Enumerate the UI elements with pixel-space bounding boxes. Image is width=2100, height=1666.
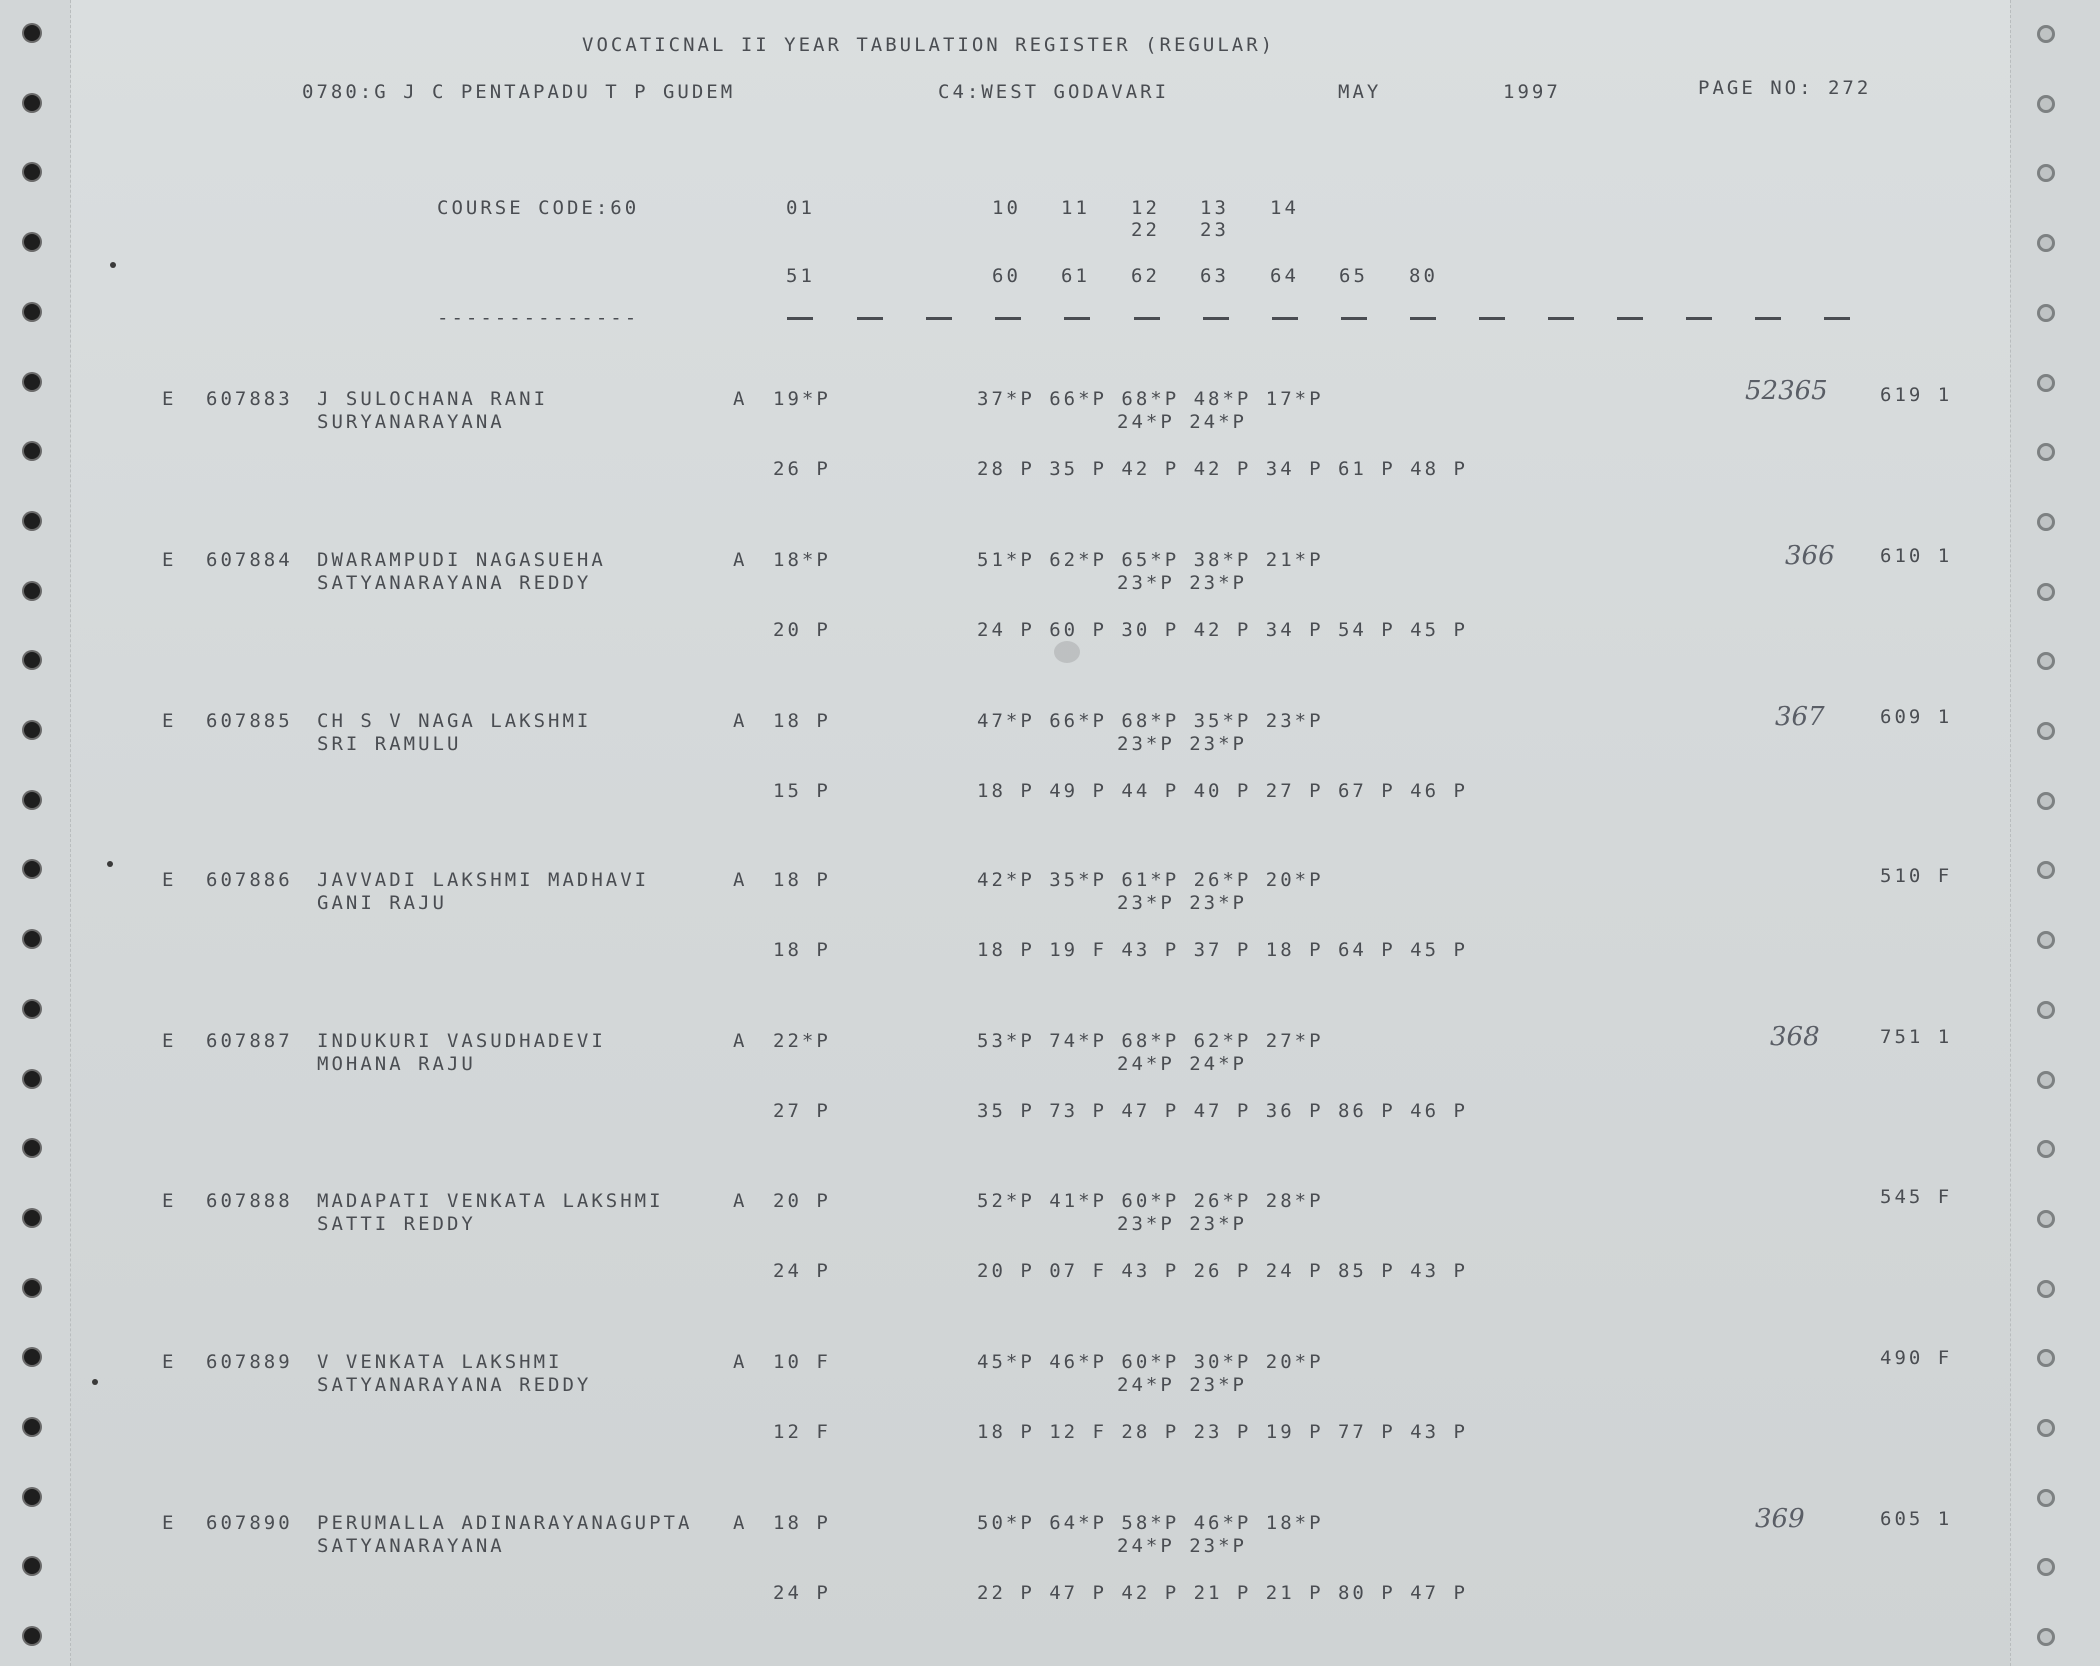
subject-code-14: 14 bbox=[1270, 197, 1299, 219]
course-code: COURSE CODE:60 bbox=[437, 197, 640, 219]
sprocket-hole bbox=[24, 25, 40, 41]
college-code: 0780:G J C PENTAPADU T P GUDEM bbox=[302, 81, 736, 103]
record-flag: A bbox=[733, 1351, 748, 1373]
separator-dash bbox=[1064, 317, 1090, 320]
subject-code-62: 62 bbox=[1131, 265, 1160, 287]
separator-dash bbox=[1824, 317, 1850, 320]
marks-row-3: 24 P 60 P 30 P 42 P 34 P 54 P 45 P bbox=[977, 619, 1468, 641]
registration-number: 607883 bbox=[206, 388, 293, 410]
registration-number: 607887 bbox=[206, 1030, 293, 1052]
mark-01: 10 F bbox=[773, 1351, 831, 1373]
handwritten-serial: 52365 bbox=[1745, 376, 1828, 406]
separator-dash bbox=[1134, 317, 1160, 320]
sprocket-hole bbox=[2037, 931, 2055, 949]
registration-number: 607889 bbox=[206, 1351, 293, 1373]
right-tractor-strip bbox=[2010, 0, 2100, 1666]
record-flag: A bbox=[733, 549, 748, 571]
record-type: E bbox=[162, 549, 177, 571]
sprocket-hole bbox=[2037, 792, 2055, 810]
paper-smudge bbox=[1054, 641, 1080, 663]
mark-01: 22*P bbox=[773, 1030, 831, 1052]
subject-code-60: 60 bbox=[992, 265, 1021, 287]
separator-dash bbox=[1755, 317, 1781, 320]
sprocket-hole bbox=[2037, 1489, 2055, 1507]
handwritten-serial: 366 bbox=[1785, 541, 1835, 571]
marks-row-2: 24*P 24*P bbox=[1117, 411, 1247, 433]
father-name: SATYANARAYANA REDDY bbox=[317, 572, 592, 594]
subject-code-61: 61 bbox=[1061, 265, 1090, 287]
sprocket-hole bbox=[2037, 513, 2055, 531]
total-and-result: 619 1 bbox=[1880, 384, 1953, 406]
mark-01: 18 P bbox=[773, 710, 831, 732]
student-name: PERUMALLA ADINARAYANAGUPTA bbox=[317, 1512, 693, 1534]
registration-number: 607890 bbox=[206, 1512, 293, 1534]
separator-dash bbox=[1548, 317, 1574, 320]
separator-dash bbox=[1203, 317, 1229, 320]
page-title: VOCATICNAL II YEAR TABULATION REGISTER (REGULAR) bbox=[582, 34, 1276, 56]
student-name: MADAPATI VENKATA LAKSHMI bbox=[317, 1190, 664, 1212]
sprocket-hole bbox=[2037, 722, 2055, 740]
mark-51: 27 P bbox=[773, 1100, 831, 1122]
marks-row-1: 53*P 74*P 68*P 62*P 27*P bbox=[977, 1030, 1324, 1052]
marks-row-2: 24*P 23*P bbox=[1117, 1374, 1247, 1396]
page-number: PAGE NO: 272 bbox=[1698, 77, 1872, 99]
mark-01: 18 P bbox=[773, 1512, 831, 1534]
marks-row-2: 24*P 23*P bbox=[1117, 1535, 1247, 1557]
sprocket-hole bbox=[2037, 234, 2055, 252]
sprocket-hole bbox=[24, 1280, 40, 1296]
marks-row-1: 47*P 66*P 68*P 35*P 23*P bbox=[977, 710, 1324, 732]
father-name: MOHANA RAJU bbox=[317, 1053, 476, 1075]
mark-51: 15 P bbox=[773, 780, 831, 802]
sprocket-hole bbox=[2037, 583, 2055, 601]
total-and-result: 545 F bbox=[1880, 1186, 1953, 1208]
marks-row-1: 42*P 35*P 61*P 26*P 20*P bbox=[977, 869, 1324, 891]
subject-code-01: 01 bbox=[786, 197, 815, 219]
registration-number: 607886 bbox=[206, 869, 293, 891]
sprocket-hole bbox=[24, 304, 40, 320]
separator-dash bbox=[787, 317, 813, 320]
father-name: SATYANARAYANA bbox=[317, 1535, 505, 1557]
father-name: SATYANARAYANA REDDY bbox=[317, 1374, 592, 1396]
marks-row-3: 18 P 19 F 43 P 37 P 18 P 64 P 45 P bbox=[977, 939, 1468, 961]
subject-code-11: 11 bbox=[1061, 197, 1090, 219]
handwritten-serial: 367 bbox=[1775, 702, 1825, 732]
total-and-result: 610 1 bbox=[1880, 545, 1953, 567]
marks-row-2: 23*P 23*P bbox=[1117, 1213, 1247, 1235]
sprocket-hole bbox=[24, 1489, 40, 1505]
sprocket-hole bbox=[2037, 374, 2055, 392]
marks-row-3: 18 P 12 F 28 P 23 P 19 P 77 P 43 P bbox=[977, 1421, 1468, 1443]
sprocket-hole bbox=[24, 234, 40, 250]
sprocket-hole bbox=[2037, 1210, 2055, 1228]
student-name: JAVVADI LAKSHMI MADHAVI bbox=[317, 869, 650, 891]
separator-dash bbox=[1410, 317, 1436, 320]
student-name: J SULOCHANA RANI bbox=[317, 388, 549, 410]
exam-year: 1997 bbox=[1503, 81, 1561, 103]
marks-row-3: 35 P 73 P 47 P 47 P 36 P 86 P 46 P bbox=[977, 1100, 1468, 1122]
registration-number: 607885 bbox=[206, 710, 293, 732]
marks-row-1: 52*P 41*P 60*P 26*P 28*P bbox=[977, 1190, 1324, 1212]
district-code: C4:WEST GODAVARI bbox=[938, 81, 1170, 103]
sprocket-hole bbox=[24, 583, 40, 599]
marks-row-1: 45*P 46*P 60*P 30*P 20*P bbox=[977, 1351, 1324, 1373]
record-flag: A bbox=[733, 1512, 748, 1534]
record-type: E bbox=[162, 1030, 177, 1052]
subject-code-51: 51 bbox=[786, 265, 815, 287]
father-name: SRI RAMULU bbox=[317, 733, 462, 755]
paper-speck bbox=[110, 262, 116, 268]
father-name: GANI RAJU bbox=[317, 892, 447, 914]
paper-speck bbox=[92, 1379, 98, 1385]
separator-dash bbox=[1686, 317, 1712, 320]
total-and-result: 490 F bbox=[1880, 1347, 1953, 1369]
sprocket-hole bbox=[2037, 304, 2055, 322]
paper-speck bbox=[107, 861, 113, 867]
sprocket-hole bbox=[2037, 1280, 2055, 1298]
separator-dash bbox=[857, 317, 883, 320]
total-and-result: 510 F bbox=[1880, 865, 1953, 887]
father-name: SATTI REDDY bbox=[317, 1213, 476, 1235]
record-flag: A bbox=[733, 388, 748, 410]
sprocket-hole bbox=[2037, 1419, 2055, 1437]
record-type: E bbox=[162, 1190, 177, 1212]
record-type: E bbox=[162, 710, 177, 732]
mark-01: 18 P bbox=[773, 869, 831, 891]
sprocket-hole bbox=[24, 513, 40, 529]
marks-row-2: 23*P 23*P bbox=[1117, 892, 1247, 914]
subject-code-23: 23 bbox=[1200, 219, 1229, 241]
total-and-result: 605 1 bbox=[1880, 1508, 1953, 1530]
record-type: E bbox=[162, 388, 177, 410]
mark-51: 24 P bbox=[773, 1260, 831, 1282]
sprocket-hole bbox=[24, 931, 40, 947]
separator-dash bbox=[1272, 317, 1298, 320]
total-and-result: 751 1 bbox=[1880, 1026, 1953, 1048]
student-name: DWARAMPUDI NAGASUEHA bbox=[317, 549, 606, 571]
subject-code-64: 64 bbox=[1270, 265, 1299, 287]
student-name: CH S V NAGA LAKSHMI bbox=[317, 710, 592, 732]
record-type: E bbox=[162, 1351, 177, 1373]
mark-51: 24 P bbox=[773, 1582, 831, 1604]
mark-51: 20 P bbox=[773, 619, 831, 641]
record-type: E bbox=[162, 1512, 177, 1534]
sprocket-hole bbox=[24, 792, 40, 808]
subject-code-10: 10 bbox=[992, 197, 1021, 219]
subject-code-65: 65 bbox=[1339, 265, 1368, 287]
student-name: INDUKURI VASUDHADEVI bbox=[317, 1030, 606, 1052]
sprocket-hole bbox=[2037, 25, 2055, 43]
record-flag: A bbox=[733, 710, 748, 732]
sprocket-hole bbox=[2037, 95, 2055, 113]
marks-row-3: 18 P 49 P 44 P 40 P 27 P 67 P 46 P bbox=[977, 780, 1468, 802]
marks-row-2: 24*P 24*P bbox=[1117, 1053, 1247, 1075]
sprocket-hole bbox=[24, 1628, 40, 1644]
left-tractor-strip bbox=[0, 0, 71, 1666]
marks-row-2: 23*P 23*P bbox=[1117, 572, 1247, 594]
marks-row-2: 23*P 23*P bbox=[1117, 733, 1247, 755]
mark-01: 19*P bbox=[773, 388, 831, 410]
subject-code-80: 80 bbox=[1409, 265, 1438, 287]
exam-month: MAY bbox=[1338, 81, 1382, 103]
record-flag: A bbox=[733, 869, 748, 891]
handwritten-serial: 368 bbox=[1770, 1022, 1820, 1052]
sprocket-hole bbox=[24, 722, 40, 738]
separator-dash bbox=[1617, 317, 1643, 320]
sprocket-hole bbox=[24, 1001, 40, 1017]
sprocket-hole bbox=[2037, 1628, 2055, 1646]
registration-number: 607884 bbox=[206, 549, 293, 571]
record-flag: A bbox=[733, 1190, 748, 1212]
header-underline: -------------- bbox=[437, 307, 640, 329]
subject-code-63: 63 bbox=[1200, 265, 1229, 287]
marks-row-3: 22 P 47 P 42 P 21 P 21 P 80 P 47 P bbox=[977, 1582, 1468, 1604]
mark-51: 18 P bbox=[773, 939, 831, 961]
marks-row-3: 28 P 35 P 42 P 42 P 34 P 61 P 48 P bbox=[977, 458, 1468, 480]
separator-dash bbox=[995, 317, 1021, 320]
subject-code-12: 12 bbox=[1131, 197, 1160, 219]
separator-dash bbox=[1341, 317, 1367, 320]
total-and-result: 609 1 bbox=[1880, 706, 1953, 728]
separator-dash bbox=[926, 317, 952, 320]
marks-row-1: 51*P 62*P 65*P 38*P 21*P bbox=[977, 549, 1324, 571]
subject-code-13: 13 bbox=[1200, 197, 1229, 219]
sprocket-hole bbox=[24, 1210, 40, 1226]
registration-number: 607888 bbox=[206, 1190, 293, 1212]
sprocket-hole bbox=[2037, 1001, 2055, 1019]
sprocket-hole bbox=[2037, 1071, 2055, 1089]
mark-51: 12 F bbox=[773, 1421, 831, 1443]
record-flag: A bbox=[733, 1030, 748, 1052]
student-name: V VENKATA LAKSHMI bbox=[317, 1351, 563, 1373]
sprocket-hole bbox=[24, 1071, 40, 1087]
father-name: SURYANARAYANA bbox=[317, 411, 505, 433]
mark-01: 18*P bbox=[773, 549, 831, 571]
subject-code-22: 22 bbox=[1131, 219, 1160, 241]
marks-row-1: 37*P 66*P 68*P 48*P 17*P bbox=[977, 388, 1324, 410]
record-type: E bbox=[162, 869, 177, 891]
sprocket-hole bbox=[24, 95, 40, 111]
marks-row-3: 20 P 07 F 43 P 26 P 24 P 85 P 43 P bbox=[977, 1260, 1468, 1282]
mark-01: 20 P bbox=[773, 1190, 831, 1212]
marks-row-1: 50*P 64*P 58*P 46*P 18*P bbox=[977, 1512, 1324, 1534]
sprocket-hole bbox=[24, 1419, 40, 1435]
sprocket-hole bbox=[24, 374, 40, 390]
mark-51: 26 P bbox=[773, 458, 831, 480]
separator-dash bbox=[1479, 317, 1505, 320]
handwritten-serial: 369 bbox=[1755, 1504, 1805, 1534]
